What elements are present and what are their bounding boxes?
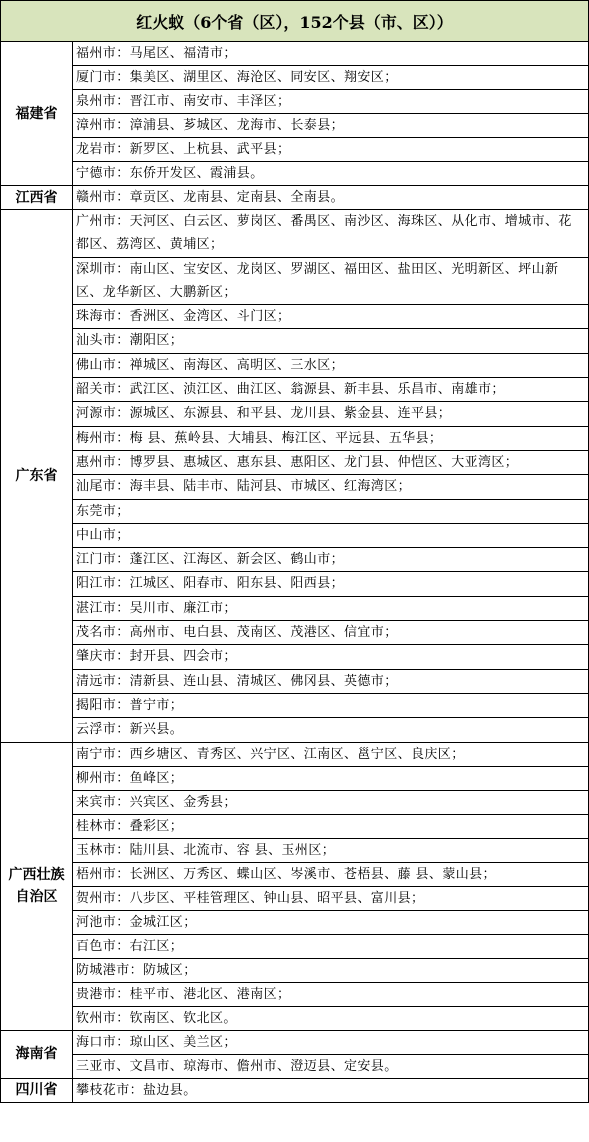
province-name: 广西壮族自治区 <box>1 743 73 1030</box>
city-row: 韶关市：武江区、浈江区、曲江区、翁源县、新丰县、乐昌市、南雄市； <box>73 378 588 402</box>
city-row: 三亚市、文昌市、琼海市、儋州市、澄迈县、定安县。 <box>76 1058 398 1074</box>
city-row: 阳江市：江城区、阳春市、阳东县、阳西县； <box>73 572 588 596</box>
province-name: 广东省 <box>1 210 73 742</box>
city-row: 厦门市：集美区、湖里区、海沧区、同安区、翔安区； <box>73 66 588 90</box>
city-row: 东莞市； <box>73 500 588 524</box>
province-section-fujian <box>1 42 588 186</box>
city-row: 贵港市：桂平市、港北区、港南区； <box>73 983 588 1007</box>
city-list <box>73 1031 588 1078</box>
city-row: 宁德市：东侨开发区、霞浦县。 <box>76 166 264 181</box>
city-row: 来宾市：兴宾区、金秀县； <box>73 791 588 815</box>
city-row: 江门市：蓬江区、江海区、新会区、鹤山市； <box>73 548 588 572</box>
city-row: 梧州市：长洲区、万秀区、蝶山区、岑溪市、苍梧县、藤 县、蒙山县； <box>73 863 588 887</box>
city-row: 广州市：天河区、白云区、萝岗区、番禺区、南沙区、海珠区、从化市、增城市、花都区、荔湾区、黄埔区； <box>73 210 588 258</box>
province-name: 海南省 <box>1 1031 73 1078</box>
city-row: 龙岩市：新罗区、上杭县、武平县； <box>73 138 588 162</box>
city-list <box>73 743 588 1030</box>
city-row: 湛江市：吴川市、廉江市； <box>73 597 588 621</box>
city-row: 百色市：右江区； <box>73 935 588 959</box>
city-row: 汕头市：潮阳区； <box>73 329 588 353</box>
city-row: 贺州市：八步区、平桂管理区、钟山县、昭平县、富川县； <box>73 887 588 911</box>
city-row: 漳州市：漳浦县、芗城区、龙海市、长泰县； <box>73 114 588 138</box>
city-row: 深圳市：南山区、宝安区、龙岗区、罗湖区、福田区、盐田区、光明新区、坪山新区、龙华新区、大鹏新区； <box>73 258 588 306</box>
city-list <box>73 42 588 185</box>
city-row: 佛山市：禅城区、南海区、高明区、三水区； <box>73 354 588 378</box>
province-name: 福建省 <box>1 42 73 185</box>
city-list <box>73 186 588 209</box>
province-section-jiangxi <box>1 186 588 210</box>
city-row: 福州市：马尾区、福清市； <box>73 42 588 66</box>
city-row: 钦州市：钦南区、钦北区。 <box>76 1010 237 1026</box>
city-row: 肇庆市：封开县、四会市； <box>73 645 588 669</box>
city-row: 南宁市：西乡塘区、青秀区、兴宁区、江南区、邕宁区、良庆区； <box>73 743 588 767</box>
province-name: 江西省 <box>1 186 73 209</box>
city-list <box>73 210 588 742</box>
province-section-guangdong <box>1 210 588 743</box>
city-row: 海口市：琼山区、美兰区； <box>73 1031 588 1055</box>
city-row: 柳州市：鱼峰区； <box>73 767 588 791</box>
city-row: 河池市：金城江区； <box>73 911 588 935</box>
province-name: 四川省 <box>1 1079 73 1102</box>
city-row: 惠州市：博罗县、惠城区、惠东县、惠阳区、龙门县、仲恺区、大亚湾区； <box>73 451 588 475</box>
city-row: 赣州市：章贡区、龙南县、定南县、全南县。 <box>76 190 345 205</box>
city-row: 桂林市：叠彩区； <box>73 815 588 839</box>
city-row: 揭阳市：普宁市； <box>73 694 588 718</box>
city-row: 珠海市：香洲区、金湾区、斗门区； <box>73 305 588 329</box>
city-row: 中山市； <box>73 524 588 548</box>
city-row: 汕尾市：海丰县、陆丰市、陆河县、市城区、红海湾区； <box>73 475 588 499</box>
city-row: 防城港市：防城区； <box>73 959 588 983</box>
city-row: 河源市：源城区、东源县、和平县、龙川县、紫金县、连平县； <box>73 402 588 426</box>
province-section-hainan <box>1 1031 588 1079</box>
city-row: 云浮市：新兴县。 <box>76 722 184 738</box>
city-row: 攀枝花市：盐边县。 <box>76 1082 197 1098</box>
city-row: 玉林市：陆川县、北流市、容 县、玉州区； <box>73 839 588 863</box>
city-row: 茂名市：高州市、电白县、茂南区、茂港区、信宜市； <box>73 621 588 645</box>
city-list <box>73 1079 588 1102</box>
table-title: 红火蚁（6个省（区），152个县（市、区）） <box>1 1 588 42</box>
city-row: 梅州市：梅 县、蕉岭县、大埔县、梅江区、平远县、五华县； <box>73 427 588 451</box>
province-section-sichuan <box>1 1079 588 1103</box>
city-row: 泉州市：晋江市、南安市、丰泽区； <box>73 90 588 114</box>
city-row: 清远市：清新县、连山县、清城区、佛冈县、英德市； <box>73 670 588 694</box>
province-section-guangxi <box>1 743 588 1031</box>
